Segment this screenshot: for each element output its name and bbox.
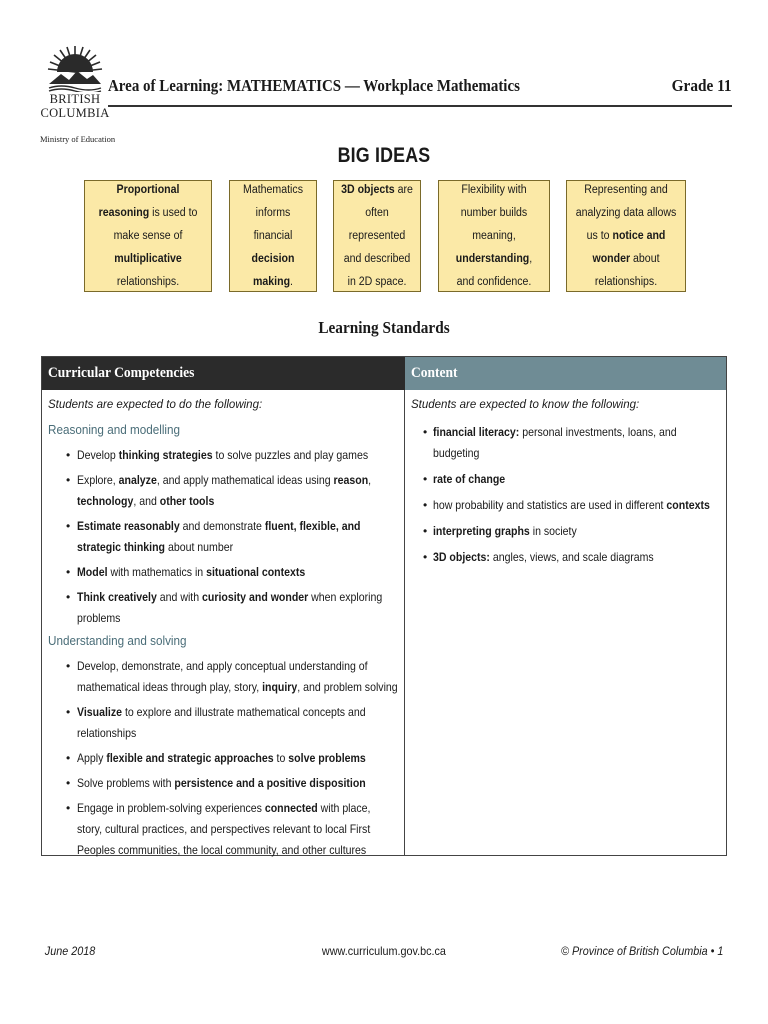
grade-label: Grade 11 xyxy=(672,76,732,95)
competency-list xyxy=(48,656,400,861)
content-item: • rate of change xyxy=(411,469,720,490)
logo-british: BRITISH xyxy=(49,92,101,106)
learning-standards-heading: Learning Standards xyxy=(318,318,450,337)
ministry-label: Ministry of Education xyxy=(40,134,116,144)
big-idea-box: Flexibility with number builds meaning, understanding, and confidence. xyxy=(438,180,550,292)
content-item: • 3D objects: angles, views, and scale diagrams xyxy=(411,547,720,568)
content-item: • how probability and statistics are used in different contexts xyxy=(411,495,720,516)
big-idea-box: Proportional reasoning is used to make sense of multiplicative relationships. xyxy=(84,180,212,292)
big-idea-box: Mathematics informs financial decision making. xyxy=(229,180,317,292)
learning-standards-table xyxy=(41,356,727,856)
footer-copyright xyxy=(552,944,732,958)
content-column xyxy=(405,390,726,573)
section-heading: Reasoning and modelling xyxy=(48,422,181,437)
competency-item: • Apply flexible and strategic approaches to solve problems xyxy=(48,748,400,769)
header-divider xyxy=(108,105,732,107)
sun-mountain-icon xyxy=(47,44,103,92)
footer-url-text[interactable]: www.curriculum.gov.bc.ca xyxy=(321,944,447,958)
content-list xyxy=(411,422,720,568)
curricular-competencies-header xyxy=(42,357,405,390)
big-ideas-heading: BIG IDEAS xyxy=(337,144,431,167)
competency-list xyxy=(48,445,400,629)
competency-item: • Develop, demonstrate, and apply conceptual understanding of mathematical ideas through play, story, inquiry, and problem solving xyxy=(48,656,400,698)
curricular-intro: Students are expected to do the following: xyxy=(48,399,263,411)
competency-item: • Engage in problem-solving experiences connected with place, story, cultural practices, and perspectives relevant to local First Peoples communities, the local community, and other cultures xyxy=(48,798,400,861)
footer-copyright-text: © Province of British Columbia • 1 xyxy=(560,944,723,958)
section-heading: Understanding and solving xyxy=(48,633,187,648)
competency-item: • Think creatively and with curiosity and wonder when exploring problems xyxy=(48,587,400,629)
curricular-header-label: Curricular Competencies xyxy=(48,365,195,381)
competency-item: • Visualize to explore and illustrate mathematical concepts and relationships xyxy=(48,702,400,744)
big-idea-box: Representing and analyzing data allows us to notice and wonder about relationships. xyxy=(566,180,686,292)
footer-date-text: June 2018 xyxy=(44,944,96,958)
content-item: • financial literacy: personal investments, loans, and budgeting xyxy=(411,422,720,464)
content-intro: Students are expected to know the following: xyxy=(411,399,640,411)
competency-item: • Estimate reasonably and demonstrate fluent, flexible, and strategic thinking about number xyxy=(48,516,400,558)
curricular-column xyxy=(42,390,404,865)
competency-item: • Solve problems with persistence and a positive disposition xyxy=(48,773,400,794)
logo-columbia: COLUMBIA xyxy=(40,106,110,120)
competency-item: • Develop thinking strategies to solve puzzles and play games xyxy=(48,445,400,466)
content-header-label: Content xyxy=(411,365,458,381)
content-item: • interpreting graphs in society xyxy=(411,521,720,542)
competency-item: • Model with mathematics in situational contexts xyxy=(48,562,400,583)
big-idea-box: 3D objects are often represented and described in 2D space. xyxy=(333,180,421,292)
competency-item: • Explore, analyze, and apply mathematical ideas using reason, technology, and other tools xyxy=(48,470,400,512)
bc-logo xyxy=(40,44,116,144)
content-header xyxy=(405,357,726,390)
page-title: Area of Learning: MATHEMATICS — Workplace Mathematics xyxy=(108,76,520,95)
